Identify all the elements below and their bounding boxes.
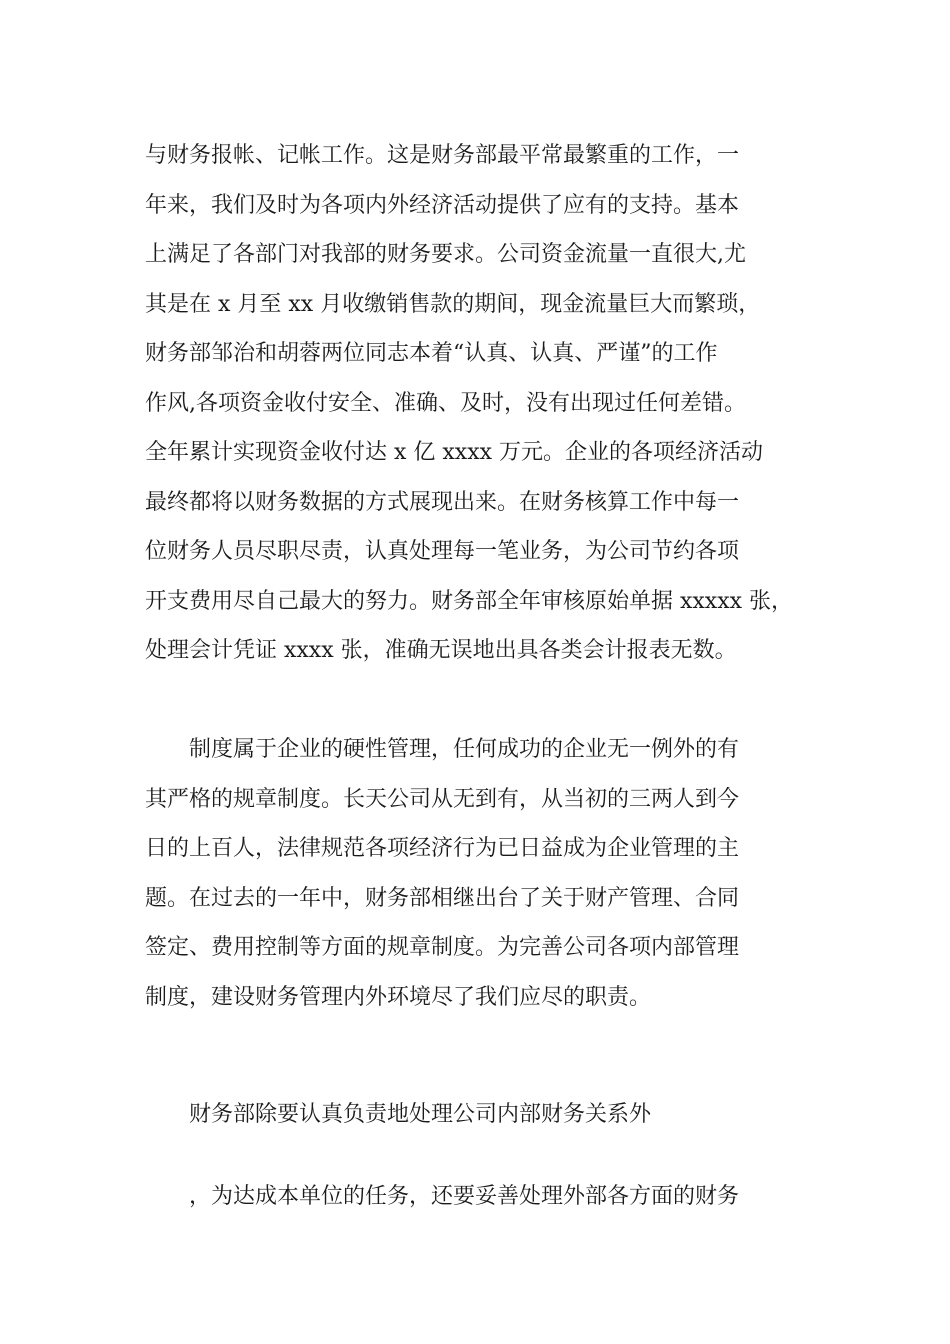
paragraph-external-relations xyxy=(145,1172,825,1222)
text-line: 上满足了各部门对我部的财务要求。公司资金流量一直很大,尤 xyxy=(145,242,746,267)
text-line: 财务部除要认真负责地处理公司内部财务关系外 xyxy=(145,1102,652,1127)
text-line: 作风,各项资金收付安全、准确、及时，没有出现过任何差错。 xyxy=(145,390,746,416)
paragraph-financial-accounting xyxy=(145,131,825,676)
text-line: 制度属于企业的硬性管理，任何成功的企业无一例外的有 xyxy=(145,737,740,762)
paragraph-rules-system xyxy=(145,725,825,1022)
text-line: 其严格的规章制度。长天公司从无到有，从当初的三两人到今 xyxy=(145,786,740,812)
text-line: 制度，建设财务管理内外环境尽了我们应尽的职责。 xyxy=(145,984,652,1010)
text-line: 日的上百人，法律规范各项经济行为已日益成为企业管理的主 xyxy=(145,836,740,861)
text-line: 处理会计凭证 xxxx 张，准确无误地出具各类会计报表无数。 xyxy=(145,638,737,663)
paragraph-internal-relations xyxy=(145,1090,825,1140)
text-line: ，为达成本单位的任务，还要妥善处理外部各方面的财务 xyxy=(145,1184,740,1209)
text-line: 开支费用尽自己最大的努力。财务部全年审核原始单据 xxxxx 张， xyxy=(145,588,794,614)
text-line: 与财务报帐、记帐工作。这是财务部最平常最繁重的工作，一 xyxy=(145,143,740,168)
text-line: 位财务人员尽职尽责，认真处理每一笔业务，为公司节约各项 xyxy=(145,539,740,564)
text-line: 年来，我们及时为各项内外经济活动提供了应有的支持。基本 xyxy=(145,192,740,218)
text-line: 最终都将以财务数据的方式展现出来。在财务核算工作中每一 xyxy=(145,489,740,515)
text-line: 全年累计实现资金收付达 x 亿 xxxx 万元。企业的各项经济活动 xyxy=(145,440,764,465)
text-line: 其是在 x 月至 xx 月收缴销售款的期间，现金流量巨大而繁琐， xyxy=(145,291,761,317)
text-line: 题。在过去的一年中，财务部相继出台了关于财产管理、合同 xyxy=(145,885,740,911)
text-line: 财务部邹治和胡蓉两位同志本着“认真、认真、严谨”的工作 xyxy=(145,341,718,366)
text-line: 签定、费用控制等方面的规章制度。为完善公司各项内部管理 xyxy=(145,935,740,960)
